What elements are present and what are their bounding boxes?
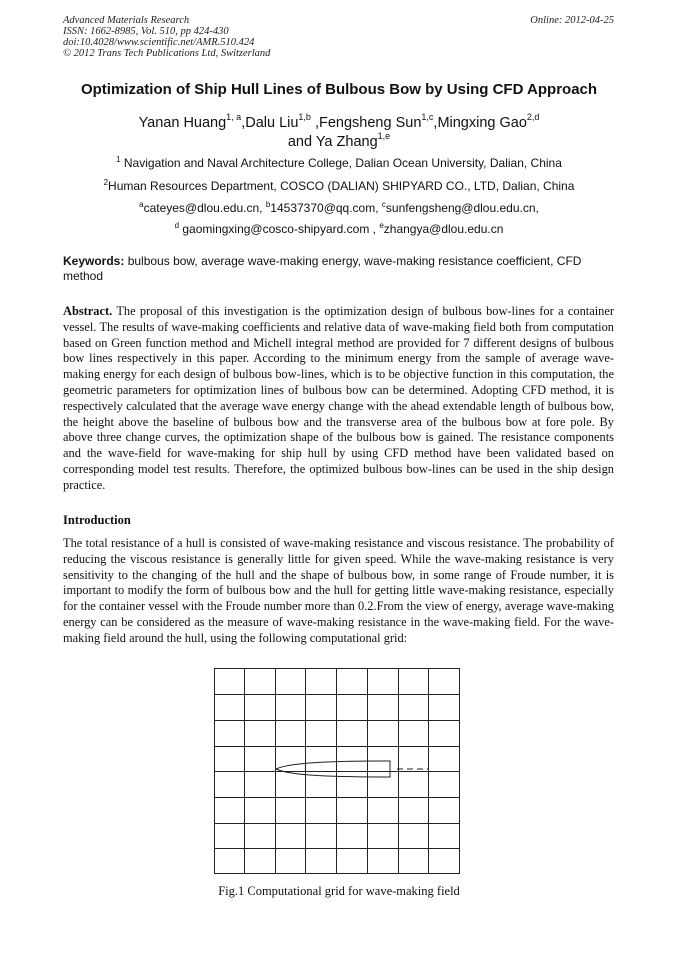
online-date: Online: 2012-04-25 [530,15,614,26]
email: gaomingxing@cosco-shipyard.com , [179,222,380,236]
grid-lines [214,668,460,874]
paper-title: Optimization of Ship Hull Lines of Bulbous Bow by Using CFD Approach [80,81,598,98]
author-name: Dalu Liu [245,115,299,131]
keywords-label: Keywords: [63,254,125,268]
abstract-label: Abstract. [63,304,113,318]
author-sup: 1,b [298,112,311,122]
affiliation-text: Human Resources Department, COSCO (DALIAN) SHIPYARD CO., LTD, Dalian, China [108,179,575,193]
hull-shape [276,761,390,777]
abstract [63,304,614,494]
journal-name: Advanced Materials Research [63,15,190,26]
email-sup: e [379,221,384,230]
email: sunfengsheng@dlou.edu.cn, [385,201,539,215]
journal-issn: ISSN: 1662-8985, Vol. 510, pp 424-430 [63,26,229,37]
abstract-text: The proposal of this investigation is the optimization design of bulbous bow-lines for a container vessel. The results of wave-making coefficients and relative data of wave-making field both from computation based on Green function method and Michell integral method are provided for 7 different designs of bulbous bow lines respectively in this paper. According to the minimum energy from the sample of average wave-making energy for each design of bulbous bow-lines, which is to be objective function in this computation, the geometric parameters for optimization lines of bulbous bow can be determined. Adopting CFD method, it is respectively calculated that the average wave energy change with the ahead extendable length of bulbous bow, the height above the baseline of bulbous bow and the transverse area of the bulbous bow at fore pole. By above three change curves, the optimization shape of the bulbous bow is gained. The resistance components and the wave-field for wave-making for ship hull by using CFD method have been validated based on corresponding model test results. Therefore, the optimized bulbous bow-lines can be used in the ship design practice. [63,304,614,492]
hull-outline [276,761,428,777]
journal-header [63,15,270,59]
email-sup: b [265,200,271,209]
author-name: Fengsheng Sun [319,115,422,131]
email-sup: c [381,200,386,209]
author-sup: 2,d [526,112,540,122]
author-and: and [287,134,313,150]
journal-doi: doi:10.4028/www.scientific.net/AMR.510.424 [63,37,255,48]
keywords-text: bulbous bow, average wave-making energy, wave-making resistance coefficient, CFD method [63,254,582,283]
author-line-1 [40,114,638,133]
email-sup: a [139,200,144,209]
email: zhangya@dlou.edu.cn [383,222,504,236]
author-line-2 [40,133,638,152]
author-sup: 1, a [226,112,242,122]
introduction-heading: Introduction [63,513,131,527]
email: 14537370@qq.com, [270,201,382,215]
email-line-2 [40,222,638,236]
computational-grid-figure [214,668,460,874]
figure-caption: Fig.1 Computational grid for wave-making field [218,884,460,898]
affiliation-2 [40,179,638,193]
author-name: Ya Zhang [315,134,378,150]
affiliation-text: Navigation and Naval Architecture College, Dalian Ocean University, Dalian, China [123,156,562,170]
introduction-text: The total resistance of a hull is consisted of wave-making resistance and viscous resistance. The probability of reducing the viscous resistance is generally little for given speed. While the wave-making resistance is very sensitivity to the changing of the hull and the shape of bulbous bow, in some range of Froude number, it is important to modify the form of bulbous bow and the hull for getting little wave-making resistance, especially for the container vessel with the Froude number more than 0.2.From the view of energy, average wave-making energy can be considered as the measure of wave-making resistance in the wave-making field. For the wave-making field around the hull, using the following computational grid: [63,536,614,645]
journal-copyright: © 2012 Trans Tech Publications Ltd, Switzerland [63,48,271,59]
email-sup: d [174,221,180,230]
author-name: Yanan Huang [138,115,227,131]
email: cateyes@dlou.edu.cn, [143,201,266,215]
email-line-1 [40,201,638,215]
author-name: Mingxing Gao [437,115,527,131]
author-list [40,114,638,152]
affiliation-1 [40,156,638,170]
author-sep: , [241,115,246,131]
keywords [63,254,616,284]
affiliation-sup: 1 [116,155,121,164]
author-sep: , [433,115,438,131]
author-sep: , [310,115,319,131]
author-sup: 1,c [421,112,434,122]
author-sup: 1,e [377,131,391,141]
affiliation-sup: 2 [103,178,109,187]
